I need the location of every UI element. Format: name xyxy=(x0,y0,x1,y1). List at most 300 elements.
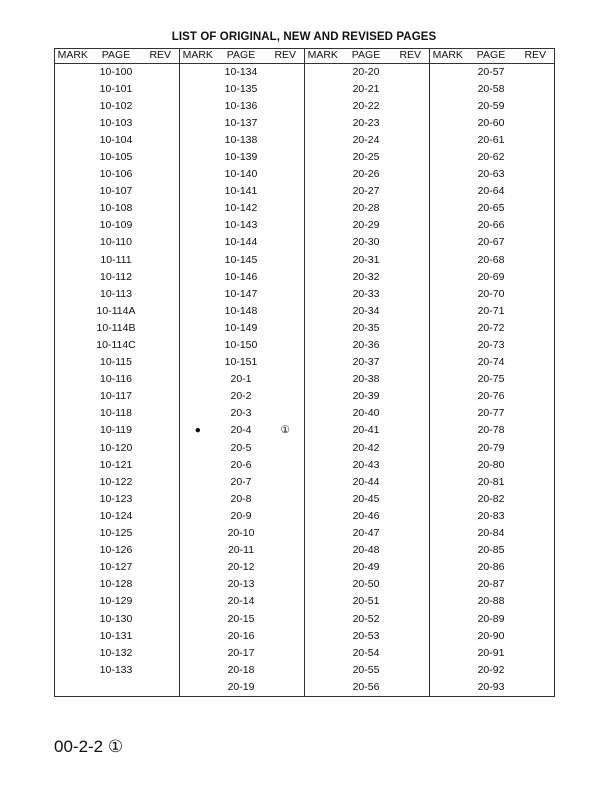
mark-cell xyxy=(305,576,341,593)
mark-cell xyxy=(305,98,341,115)
mark-cell xyxy=(430,576,466,593)
rev-cell xyxy=(517,183,555,200)
rev-cell xyxy=(142,320,180,337)
page-cell: 10-131 xyxy=(99,629,133,642)
mark-cell xyxy=(430,474,466,491)
rev-cell xyxy=(392,593,430,610)
page-cell: 20-73 xyxy=(477,339,505,351)
page-cell: 20-1 xyxy=(230,373,252,386)
rev-cell xyxy=(517,371,555,388)
rev-cell xyxy=(267,234,305,251)
page-cell: 20-31 xyxy=(352,253,380,266)
table-row xyxy=(55,149,555,166)
mark-cell xyxy=(430,440,466,457)
mark-cell xyxy=(305,234,341,251)
page-cell: 10-126 xyxy=(99,544,133,557)
mark-cell xyxy=(55,559,91,576)
rev-cell xyxy=(517,132,555,149)
mark-cell xyxy=(305,337,341,354)
rev-cell xyxy=(142,474,180,491)
page-cell: 10-121 xyxy=(99,458,133,471)
page-cell: 20-29 xyxy=(352,219,380,232)
mark-cell xyxy=(180,491,216,508)
rev-cell xyxy=(142,422,180,439)
mark-cell xyxy=(430,63,466,81)
mark-cell xyxy=(180,440,216,457)
page-cell: 20-78 xyxy=(477,424,505,437)
mark-cell xyxy=(430,628,466,645)
rev-cell xyxy=(142,679,180,697)
rev-cell xyxy=(392,149,430,166)
rev-cell xyxy=(392,63,430,81)
mark-cell xyxy=(55,286,91,303)
mark-cell xyxy=(305,440,341,457)
page-cell: 20-11 xyxy=(227,544,255,557)
rev-cell xyxy=(267,388,305,405)
rev-cell xyxy=(392,200,430,217)
mark-cell xyxy=(305,474,341,491)
page-cell: 10-107 xyxy=(99,185,133,198)
rev-cell xyxy=(142,337,180,354)
table-row xyxy=(55,269,555,286)
mark-cell xyxy=(305,200,341,217)
page-cell: 10-111 xyxy=(100,253,132,266)
mark-cell xyxy=(55,337,91,354)
page-cell: 20-15 xyxy=(227,612,255,625)
rev-cell xyxy=(392,542,430,559)
rev-cell xyxy=(267,508,305,525)
rev-cell xyxy=(517,645,555,662)
page-cell: 20-69 xyxy=(477,270,505,283)
rev-cell xyxy=(267,542,305,559)
mark-cell xyxy=(55,388,91,405)
mark-cell xyxy=(305,286,341,303)
mark-cell xyxy=(430,217,466,234)
mark-cell xyxy=(55,628,91,645)
table-row xyxy=(55,474,555,491)
table-row xyxy=(55,457,555,474)
rev-cell xyxy=(517,422,555,439)
page-cell: 20-51 xyxy=(352,595,380,608)
rev-cell xyxy=(517,217,555,234)
page-cell: 20-21 xyxy=(352,82,380,95)
page-title: LIST OF ORIGINAL, NEW AND REVISED PAGES xyxy=(171,31,437,43)
column-header-rev: REV xyxy=(267,49,305,64)
mark-cell xyxy=(430,234,466,251)
page-cell: 20-38 xyxy=(352,373,380,386)
rev-cell xyxy=(517,388,555,405)
page-cell: 10-128 xyxy=(99,578,133,591)
mark-cell xyxy=(55,525,91,542)
rev-cell xyxy=(142,525,180,542)
rev-cell xyxy=(517,405,555,422)
mark-cell xyxy=(305,269,341,286)
rev-cell xyxy=(142,508,180,525)
mark-cell xyxy=(180,679,216,697)
rev-cell xyxy=(392,576,430,593)
mark-cell xyxy=(55,440,91,457)
rev-cell xyxy=(142,217,180,234)
mark-cell xyxy=(430,611,466,628)
mark-cell xyxy=(430,337,466,354)
rev-cell xyxy=(392,440,430,457)
page-cell: 10-127 xyxy=(99,561,133,574)
rev-cell xyxy=(267,132,305,149)
rev-cell xyxy=(392,662,430,679)
rev-cell xyxy=(267,525,305,542)
rev-cell xyxy=(392,286,430,303)
mark-cell xyxy=(305,679,341,697)
page-cell: 20-61 xyxy=(477,133,505,146)
table-row xyxy=(55,576,555,593)
rev-cell xyxy=(392,166,430,183)
column-header-mark: MARK xyxy=(55,49,91,64)
page-cell: 20-2 xyxy=(230,390,252,403)
page-cell: 20-81 xyxy=(477,475,505,488)
rev-cell xyxy=(267,628,305,645)
page-cell: 20-56 xyxy=(352,680,380,693)
page-cell: 20-6 xyxy=(230,458,252,471)
page-cell: 20-9 xyxy=(230,509,252,522)
page-cell: 20-89 xyxy=(477,612,505,625)
table-row xyxy=(55,115,555,132)
page-cell: 20-49 xyxy=(352,561,380,574)
mark-cell xyxy=(430,662,466,679)
mark-cell xyxy=(55,149,91,166)
header-row xyxy=(55,49,555,64)
page-cell: 20-62 xyxy=(477,150,505,163)
rev-cell xyxy=(392,115,430,132)
mark-cell xyxy=(430,679,466,697)
mark-cell xyxy=(305,81,341,98)
mark-cell xyxy=(180,217,216,234)
table-row xyxy=(55,440,555,457)
page-cell: 10-115 xyxy=(100,356,132,369)
rev-cell xyxy=(267,269,305,286)
page-cell: 20-64 xyxy=(477,185,505,198)
rev-cell xyxy=(267,593,305,610)
rev-cell xyxy=(267,252,305,269)
table-row xyxy=(55,303,555,320)
rev-cell xyxy=(267,440,305,457)
mark-cell xyxy=(430,405,466,422)
page-cell: 20-71 xyxy=(477,304,505,317)
page-cell: 10-143 xyxy=(224,219,258,232)
page-cell: 20-75 xyxy=(477,373,505,386)
page-cell: 10-144 xyxy=(224,236,258,249)
rev-cell xyxy=(517,525,555,542)
mark-cell xyxy=(305,115,341,132)
page-cell: 10-130 xyxy=(99,612,133,625)
table-row xyxy=(55,166,555,183)
rev-cell xyxy=(142,81,180,98)
page-cell: 20-87 xyxy=(477,578,505,591)
table-row xyxy=(55,286,555,303)
rev-cell xyxy=(392,525,430,542)
page-cell: 10-118 xyxy=(100,407,132,420)
page-cell: 10-100 xyxy=(99,65,133,78)
rev-cell xyxy=(267,457,305,474)
mark-cell xyxy=(430,491,466,508)
rev-cell xyxy=(392,611,430,628)
mark-cell xyxy=(430,388,466,405)
table-row xyxy=(55,559,555,576)
rev-cell xyxy=(142,252,180,269)
page-cell: 10-104 xyxy=(99,133,133,146)
rev-cell xyxy=(142,645,180,662)
mark-cell xyxy=(180,183,216,200)
mark-cell xyxy=(305,371,341,388)
rev-cell xyxy=(267,611,305,628)
page-cell: 10-110 xyxy=(100,236,132,249)
page-cell: 10-112 xyxy=(100,270,132,283)
page-cell: 20-36 xyxy=(352,339,380,351)
column-header-rev: REV xyxy=(142,49,180,64)
page-cell: 20-45 xyxy=(352,492,380,505)
page-cell: 10-116 xyxy=(100,373,132,386)
page-cell: 20-86 xyxy=(477,561,505,574)
page-cell: 20-13 xyxy=(227,578,255,591)
page-cell: 10-117 xyxy=(100,390,132,403)
mark-cell xyxy=(180,132,216,149)
mark-cell xyxy=(180,303,216,320)
table-row xyxy=(55,354,555,371)
mark-cell xyxy=(430,149,466,166)
rev-cell xyxy=(267,217,305,234)
mark-cell xyxy=(180,115,216,132)
table-row xyxy=(55,422,555,439)
mark-cell xyxy=(430,645,466,662)
mark-cell xyxy=(180,611,216,628)
table-row xyxy=(55,628,555,645)
rev-cell xyxy=(392,559,430,576)
rev-cell xyxy=(392,269,430,286)
rev-cell xyxy=(267,645,305,662)
page-cell: 10-140 xyxy=(224,168,258,181)
mark-cell xyxy=(305,593,341,610)
mark-cell xyxy=(430,371,466,388)
mark-cell xyxy=(180,371,216,388)
mark-cell xyxy=(430,457,466,474)
page-cell: 10-119 xyxy=(100,424,132,437)
mark-cell xyxy=(430,200,466,217)
page-cell: 20-50 xyxy=(352,578,380,591)
rev-cell xyxy=(142,611,180,628)
table-row xyxy=(55,183,555,200)
rev-cell xyxy=(392,388,430,405)
page-cell: 10-147 xyxy=(224,287,258,300)
page-cell: 20-85 xyxy=(477,544,505,557)
mark-cell xyxy=(430,252,466,269)
page-cell: 20-24 xyxy=(352,133,380,146)
mark-cell xyxy=(55,354,91,371)
mark-cell xyxy=(430,132,466,149)
page-cell: 20-10 xyxy=(227,527,255,540)
page-cell: 10-122 xyxy=(99,475,133,488)
rev-cell xyxy=(517,115,555,132)
rev-cell xyxy=(142,183,180,200)
mark-cell xyxy=(55,320,91,337)
page-cell: 20-84 xyxy=(477,527,505,540)
page-cell: 20-18 xyxy=(227,663,255,676)
column-header-rev: REV xyxy=(517,49,555,64)
page-cell: 10-151 xyxy=(224,356,258,369)
rev-cell xyxy=(267,559,305,576)
rev-cell xyxy=(392,183,430,200)
rev-cell xyxy=(517,98,555,115)
page-cell: 20-77 xyxy=(477,407,505,420)
page-cell: 10-114A xyxy=(96,304,136,317)
table-row xyxy=(55,542,555,559)
page-cell: 20-72 xyxy=(477,321,505,334)
column-header-page: PAGE xyxy=(341,49,392,64)
page-cell: 10-109 xyxy=(99,219,133,232)
mark-cell xyxy=(55,234,91,251)
mark-cell xyxy=(430,320,466,337)
rev-cell xyxy=(392,252,430,269)
mark-cell xyxy=(305,508,341,525)
mark-cell xyxy=(180,576,216,593)
rev-cell xyxy=(517,286,555,303)
mark-cell xyxy=(180,234,216,251)
rev-cell xyxy=(142,115,180,132)
rev-cell xyxy=(517,576,555,593)
page-cell: 10-135 xyxy=(224,82,258,95)
mark-cell xyxy=(55,371,91,388)
rev-cell xyxy=(142,63,180,81)
page-cell: 10-148 xyxy=(224,304,258,317)
page-cell: 20-30 xyxy=(352,236,380,249)
mark-cell xyxy=(55,269,91,286)
mark-cell xyxy=(55,98,91,115)
column-header-page: PAGE xyxy=(91,49,142,64)
mark-cell xyxy=(430,525,466,542)
rev-cell xyxy=(392,628,430,645)
page-cell: 20-48 xyxy=(352,544,380,557)
page-cell: 20-65 xyxy=(477,202,505,215)
page-cell: 20-46 xyxy=(352,509,380,522)
rev-cell xyxy=(267,662,305,679)
table-row xyxy=(55,593,555,610)
mark-cell xyxy=(180,200,216,217)
mark-cell xyxy=(180,405,216,422)
mark-cell xyxy=(180,559,216,576)
mark-cell xyxy=(305,559,341,576)
rev-cell xyxy=(267,576,305,593)
mark-cell xyxy=(180,269,216,286)
mark-cell xyxy=(180,337,216,354)
mark-cell xyxy=(305,628,341,645)
mark-cell xyxy=(430,508,466,525)
page-cell: 10-129 xyxy=(99,595,133,608)
rev-cell: ① xyxy=(280,424,290,437)
table-row xyxy=(55,252,555,269)
rev-cell xyxy=(392,320,430,337)
rev-cell xyxy=(517,269,555,286)
rev-cell xyxy=(267,183,305,200)
mark-cell xyxy=(305,252,341,269)
mark-cell xyxy=(180,354,216,371)
revised-pages-table xyxy=(54,48,555,697)
mark-cell xyxy=(55,662,91,679)
rev-cell xyxy=(142,98,180,115)
page-cell: 20-35 xyxy=(352,321,380,334)
page-cell: 20-93 xyxy=(477,680,505,693)
mark-cell xyxy=(55,645,91,662)
page-cell: 10-138 xyxy=(224,133,258,146)
page-cell: 20-74 xyxy=(477,356,505,369)
rev-cell xyxy=(142,149,180,166)
page-cell: 20-32 xyxy=(352,270,380,283)
rev-cell xyxy=(392,645,430,662)
page-cell: 20-19 xyxy=(227,680,255,693)
page-cell: 10-139 xyxy=(224,150,258,163)
page-cell: 20-37 xyxy=(352,356,380,369)
rev-cell xyxy=(142,388,180,405)
rev-cell xyxy=(392,98,430,115)
rev-cell xyxy=(267,166,305,183)
rev-cell xyxy=(517,200,555,217)
rev-cell xyxy=(517,662,555,679)
page-cell: 20-28 xyxy=(352,202,380,215)
mark-cell xyxy=(305,320,341,337)
rev-cell xyxy=(392,371,430,388)
page-cell: 20-14 xyxy=(227,595,255,608)
page-cell: 20-76 xyxy=(477,390,505,403)
page-cell: 20-90 xyxy=(477,629,505,642)
rev-cell xyxy=(267,337,305,354)
rev-cell xyxy=(142,559,180,576)
mark-cell xyxy=(55,63,91,81)
mark-cell xyxy=(305,422,341,439)
rev-cell xyxy=(517,628,555,645)
mark-cell xyxy=(180,645,216,662)
rev-cell xyxy=(142,200,180,217)
mark-cell xyxy=(305,405,341,422)
rev-cell xyxy=(392,679,430,697)
page-cell: 10-137 xyxy=(224,116,258,129)
page-cell: 20-66 xyxy=(477,219,505,232)
mark-cell xyxy=(305,645,341,662)
mark-cell xyxy=(430,98,466,115)
rev-cell xyxy=(517,508,555,525)
table-row xyxy=(55,525,555,542)
page-cell: 20-82 xyxy=(477,492,505,505)
rev-cell xyxy=(517,81,555,98)
page-cell: 10-120 xyxy=(99,441,133,454)
mark-cell xyxy=(55,508,91,525)
page-cell: 20-44 xyxy=(352,475,380,488)
table-body xyxy=(55,63,555,696)
page-cell: 20-27 xyxy=(352,185,380,198)
rev-cell xyxy=(142,371,180,388)
page-cell: 20-53 xyxy=(352,629,380,642)
mark-cell xyxy=(55,422,91,439)
mark-cell xyxy=(55,252,91,269)
page-cell: 20-57 xyxy=(477,65,505,78)
table-row xyxy=(55,679,555,697)
mark-cell xyxy=(180,525,216,542)
page-cell: 20-91 xyxy=(477,646,505,659)
rev-cell xyxy=(142,440,180,457)
rev-cell xyxy=(392,303,430,320)
mark-cell xyxy=(430,593,466,610)
page-cell: 20-67 xyxy=(477,236,505,249)
rev-cell xyxy=(517,491,555,508)
mark-cell xyxy=(180,149,216,166)
rev-cell xyxy=(392,354,430,371)
mark-cell xyxy=(430,286,466,303)
